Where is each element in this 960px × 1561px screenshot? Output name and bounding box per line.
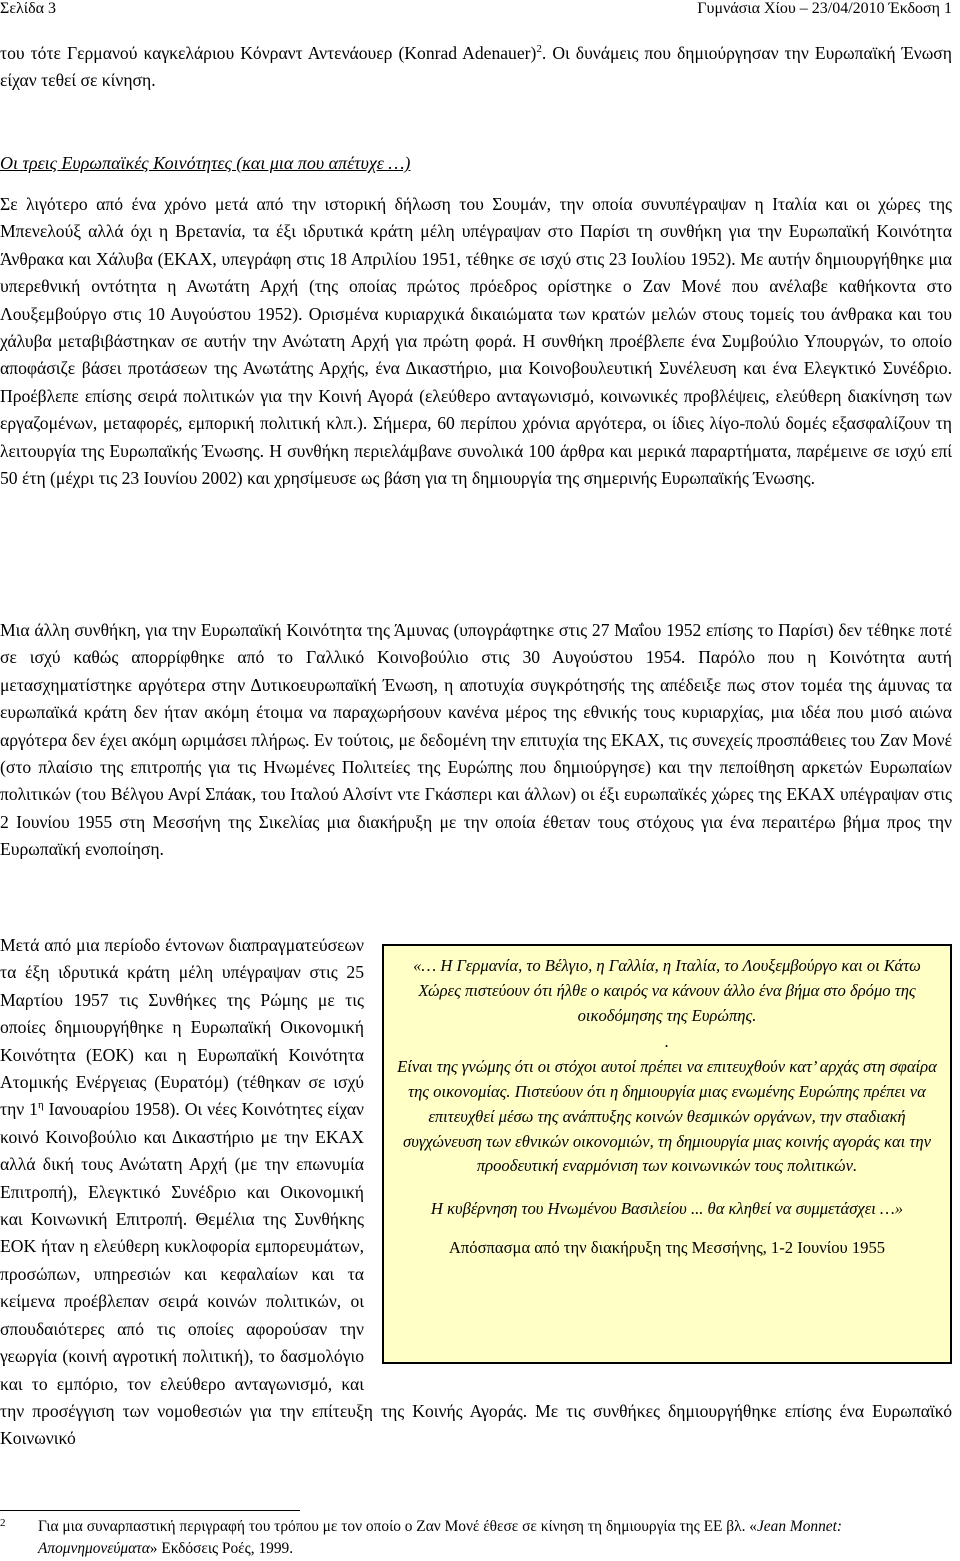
document-info: Γυμνάσια Χίου – 23/04/2010 Έκδοση 1 (697, 0, 952, 17)
footnote-book-title: Jean Monnet: Απομνημονεύματα (38, 1518, 843, 1557)
footnote-text-a: Για μια συναρπαστική περιγραφή του τρόπου με τον οποίο ο Ζαν Μονέ έθεσε σε κίνηση τη δημιουργία της ΕΕ βλ. « (38, 1518, 757, 1535)
footnote (0, 1516, 952, 1560)
third-paragraph-with-quote (0, 932, 952, 1453)
page-number: Σελίδα 3 (0, 0, 57, 17)
second-paragraph (0, 617, 952, 864)
footnote-ref[interactable]: 2 (536, 43, 542, 56)
footnote-number: 2 (0, 1517, 6, 1529)
intro-text: του τότε Γερμανού καγκελάριου Κόνραντ Αντενάουερ (Konrad Adenauer) (0, 43, 537, 63)
footnote-text (38, 1516, 952, 1560)
third-text-b: Ιανουαρίου 1958). Οι νέες Κοινότητες είχαν κοινό Κοινοβούλιο και Δικαστήριο με την ΕΚΑΧ αλλά δική τους Ανώτατη Αρχή (με την επωνυμία Επιτροπή), Ελεγκτικό Συνέδριο και Οικονομική και Κοινωνική Επιτροπή. Θεμέλια της Συνθήκης ΕΟΚ ήταν η ελεύθερη κυκλοφορία εμπορευμάτων, προσώπων, υπηρεσιών και κεφαλαίων και τα κείμενα προέβλεπαν σειρά κοινών πολιτικών, οι σπουδαιότερες από τις οποίες αφορούσαν την γεωργία (κοινή αγροτική πολιτική), το δασμολόγιο και το εμπόριο, τον ελεύθερο ανταγωνισμό, και την προσέγγιση των νομοθεσιών για την επίτευξη της Κοινής Αγοράς. Με τις συνθήκες δημιουργήθηκε επίσης ένα Ευρωπαϊκό Κοινωνικό (0, 1099, 952, 1449)
messina-quote-box (382, 944, 952, 1364)
quote-line-2: Είναι της γνώμης ότι οι στόχοι αυτοί πρέπει να επιτευχθούν κατ’ αρχάς στη σφαίρα της οικονομίας. Πιστεύουν ότι η δημιουργία μιας ενωμένης Ευρώπης πρέπει να επιτευχθεί μέσω της ανάπτυξης κοινών θεσμικών οργάνων, την σταδιακή συγχώνευση των εθνικών οικονομιών, τη δημιουργία μιας κοινής αγοράς και την προοδευτική εναρμόνιση των κοινωνικών τους πολιτικών. (397, 1057, 937, 1176)
quote-source: Απόσπασμα από την διακήρυξη της Μεσσήνης, 1-2 Ιουνίου 1955 (448, 1237, 886, 1257)
third-text-a: Μετά από μια περίοδο έντονων διαπραγματεύσεων τα έξη ιδρυτικά κράτη μέλη υπέγραψαν στις 25 Μαρτίου 1957 τις Συνθήκες της Ρώμης με τις οποίες δημιουργήθηκε η Ευρωπαϊκή Οικονομική Κοινότητα (ΕΟΚ) και η Ευρωπαϊκή Κοινότητα Ατομικής Ενέργειας (Ευρατόμ) (τέθηκαν σε ισχύ την 1 (0, 935, 364, 1120)
intro-text-after: . Οι δυνάμεις που δημιούργησαν την Ευρωπαϊκή Ένωση είχαν τεθεί σε κίνηση. (0, 43, 952, 91)
quote-line-1: «… Η Γερμανία, το Βέλγιο, η Γαλλία, η Ιταλία, το Λουξεμβούργο και οι Κάτω Χώρες πιστεύουν ότι ήλθε ο καιρός να κάνουν άλλο ένα βήμα στο δρόμο της οικοδόμησης της Ευρώπης. (413, 956, 921, 1025)
footnote-separator (0, 1510, 300, 1511)
intro-paragraph (0, 40, 952, 95)
quote-dot: . (664, 1032, 670, 1052)
footnote-text-b: » Εκδόσεις Ροές, 1999. (149, 1540, 294, 1557)
ordinal-sup: η (37, 1099, 44, 1112)
second-paragraph-text: Μια άλλη συνθήκη, για την Ευρωπαϊκή Κοινότητα της Άμυνας (υπογράφτηκε στις 27 Μαΐου 1952 επίσης το Παρίσι) δεν τέθηκε ποτέ σε ισχύ καθώς απορρίφθηκε από το Γαλλικό Κοινοβούλιο στις 30 Αυγούστου 1954. Παρόλο που η Κοινότητα αυτή μετασχηματίστηκε αργότερα στην Δυτικοευρωπαϊκή Ένωση, η αποτυχία συγκρότησής της απέδειξε πως στον τομέα της άμυνας τα ευρωπαϊκά κράτη δεν ήταν ακόμη έτοιμα να παραχωρήσουν κανένα μέρος της εθνικής τους κυριαρχίας, μια ιδέα που μισό αιώνα αργότερα δεν έχει ακόμη ωριμάσει πλήρως. Εν τούτοις, με δεδομένη την επιτυχία της ΕΚΑΧ, τις συνεχείς προσπάθειες του Ζαν Μονέ (στο πλαίσιο της επιτροπής για τις Ηνωμένες Πολιτείες της Ευρώπης που δημιούργησε) και την πεποίθηση αρκετών Ευρωπαίων πολιτικών (του Βέλγου Ανρί Σπάακ, του Ιταλού Αλσίντ ντε Γκάσπερι και άλλων) οι έξι ευρωπαϊκές χώρες της ΕΚΑΧ υπέγραψαν στις 2 Ιουνίου 1955 στη Μεσσήνη της Σικελίας μια διακήρυξη με την οποία έθεταν τους στόχους για ένα περαιτέρω βήμα προς την Ευρωπαϊκή ενοποίηση. (0, 620, 952, 860)
main-paragraph (0, 191, 952, 492)
section-heading: Οι τρεις Ευρωπαϊκές Κοινότητες (και μια που απέτυχε …) (0, 153, 411, 173)
main-paragraph-text: Σε λιγότερο από ένα χρόνο μετά από την ιστορική δήλωση του Σουμάν, την οποία συνυπέγραψαν η Ιταλία και οι χώρες της Μπενελούξ αλλά όχι η Βρετανία, τα έξι ιδρυτικά κράτη μέλη υπέγραψαν στο Παρίσι τη συνθήκη για την Ευρωπαϊκή Κοινότητα Άνθρακα και Χάλυβα (ΕΚΑΧ, υπεγράφη στις 18 Απριλίου 1951, τέθηκε σε ισχύ στις 23 Ιουλίου 1952). Με αυτήν δημιουργήθηκε μια υπερεθνική οντότητα η Ανωτάτη Αρχή (της οποίας πρώτος πρόεδρος ορίστηκε ο Ζαν Μονέ που ανέλαβε καθήκοντα στο Λουξεμβούργο στις 10 Αυγούστου 1952). Ορισμένα κυριαρχικά δικαιώματα των κρατών μελών στους τομείς του άνθρακα και του χάλυβα μεταβιβάστηκαν σε αυτήν την Ανώτατη Αρχή για πρώτη φορά. Η συνθήκη προέβλεπε ένα Συμβούλιο Υπουργών, το οποίο αποφάσιζε βάσει προτάσεων της Ανωτάτης Αρχής, ένα Δικαστήριο, μια Κοινοβουλευτική Συνέλευση και ένα Ελεγκτικό Συνέδριο. Προέβλεπε επίσης σειρά πολιτικών για την Κοινή Αγορά (ελεύθερο ανταγωνισμό, κοινωνικές προβλέψεις, ελεύθερη διακίνηση των εργαζομένων, μεταφορές, εμπορική πολιτική κλπ.). Σήμερα, 60 περίπου χρόνια αργότερα, οι ίδιες λίγο-πολύ δομές εξασφαλίζουν τη λειτουργία της Ευρωπαϊκής Ένωσης. Η συνθήκη περιελάμβανε συνολικά 100 άρθρα και μερικά παραρτήματα, παρέμεινε σε ισχύ επί 50 έτη (μέχρι τις 23 Ιουνίου 2002) και χρησίμευσε ως βάση για τη δημιουργία της σημερινής Ευρωπαϊκής Ένωσης. (0, 194, 952, 489)
page-header (0, 0, 960, 20)
quote-line-3: Η κυβέρνηση του Ηνωμένου Βασιλείου ... θα κληθεί να συμμετάσχει …» (430, 1199, 904, 1219)
